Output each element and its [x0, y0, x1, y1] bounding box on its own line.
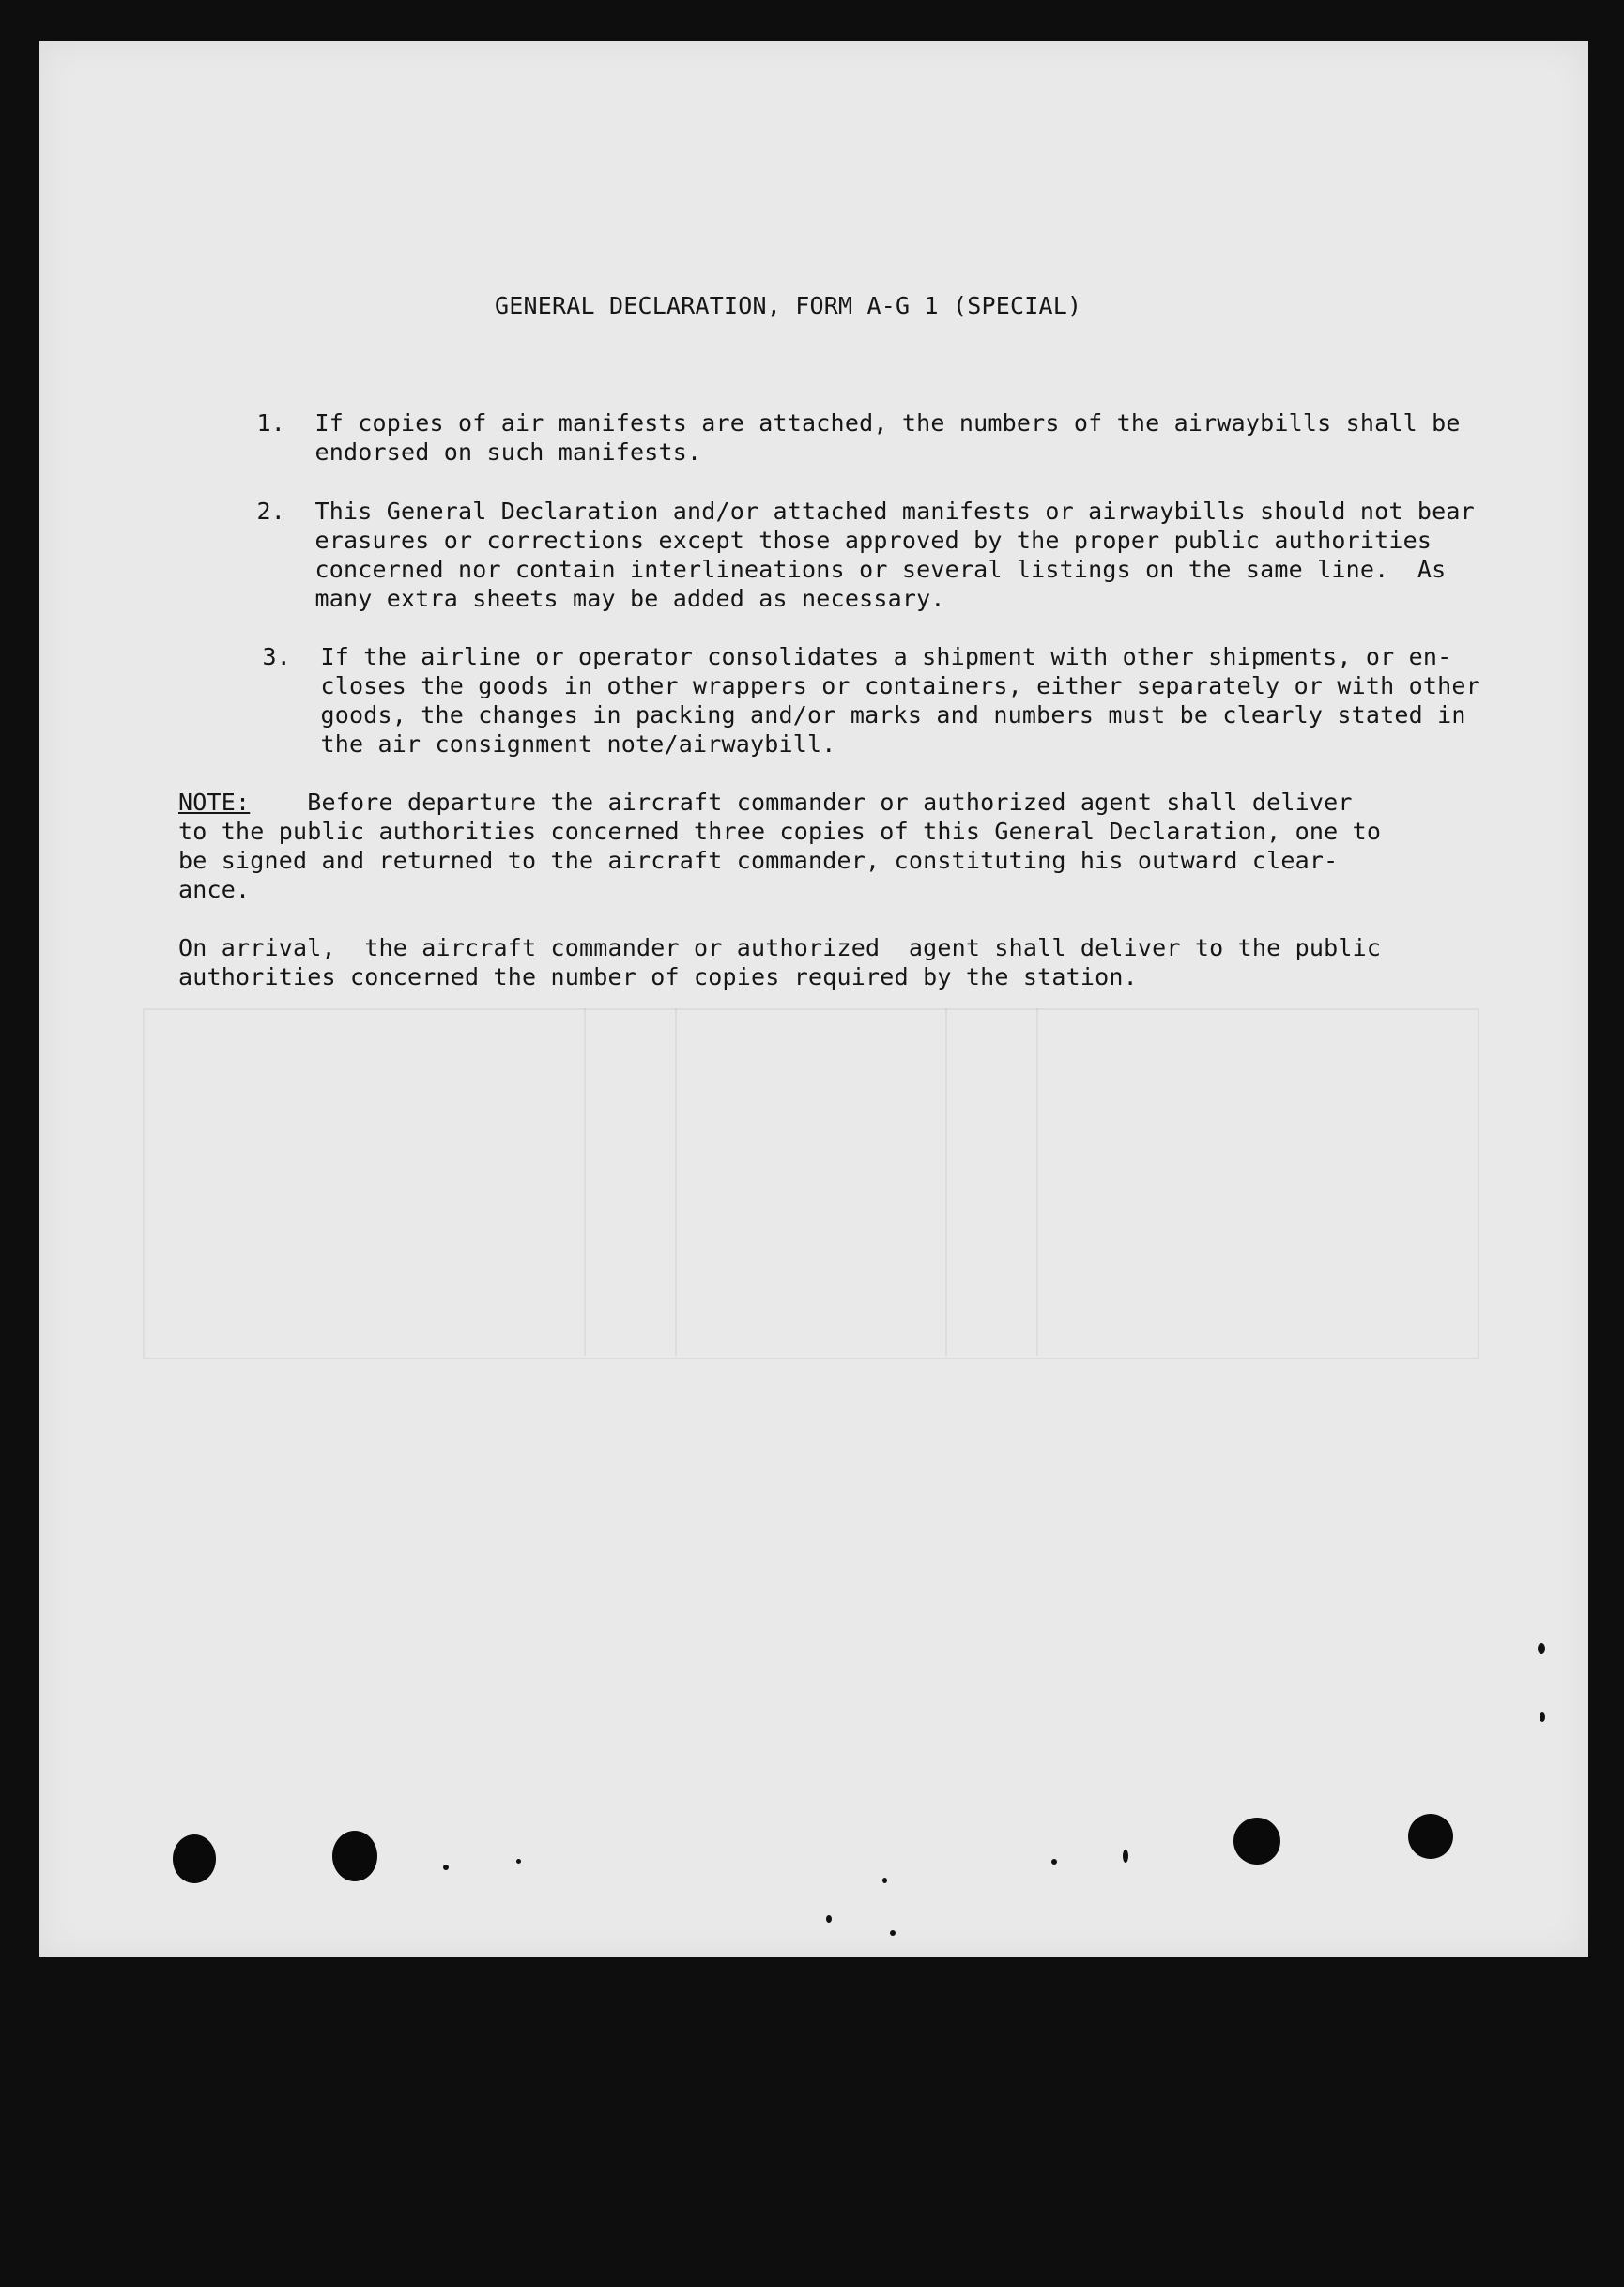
speck: [443, 1865, 449, 1870]
speck: [516, 1859, 521, 1864]
item-text: [321, 642, 1480, 759]
speck: [890, 1930, 896, 1936]
speck: [1540, 1712, 1545, 1722]
item-line: concerned nor contain interlineations or several listings on the same line. As: [314, 556, 1447, 583]
item-line: endorsed on such manifests.: [314, 438, 702, 466]
item-line: the air consignment note/airwaybill.: [320, 730, 836, 758]
note-line: ance.: [178, 876, 251, 903]
show-through-table: [143, 1008, 1479, 1359]
note-line: Before departure the aircraft commander or authorized agent shall deliver: [250, 789, 1353, 816]
arrival-line: authorities concerned the number of copies required by the station.: [178, 963, 1138, 990]
punch-hole: [1233, 1818, 1280, 1865]
show-through-column: [584, 1008, 677, 1356]
speck: [1538, 1643, 1545, 1654]
punch-hole: [1408, 1814, 1453, 1859]
note-label: NOTE:: [178, 789, 251, 816]
item-line: If copies of air manifests are attached, the numbers of the airwaybills shall be: [314, 409, 1461, 437]
form-title: GENERAL DECLARATION, FORM A-G 1 (SPECIAL): [495, 292, 1082, 319]
item-line: goods, the changes in packing and/or marks and numbers must be clearly stated in: [320, 701, 1466, 729]
speck: [882, 1878, 887, 1883]
speck: [826, 1915, 832, 1923]
item-number: 3.: [262, 643, 292, 670]
note-line: be signed and returned to the aircraft commander, constituting his outward clear-: [178, 847, 1339, 874]
arrival-paragraph: [178, 933, 1381, 991]
punch-hole: [173, 1834, 216, 1883]
document-page: [39, 41, 1588, 1957]
item-line: erasures or corrections except those approved by the proper public authorities: [314, 527, 1432, 554]
item-text: [315, 497, 1475, 613]
note-line: to the public authorities concerned three copies of this General Declaration, one to: [178, 818, 1382, 845]
item-text: [315, 408, 1461, 467]
item-line: This General Declaration and/or attached manifests or airwaybills should not bear: [314, 498, 1475, 525]
speck: [1123, 1850, 1128, 1863]
punch-hole: [332, 1831, 377, 1881]
item-line: many extra sheets may be added as necessary.: [314, 585, 945, 612]
item-number: 2.: [256, 498, 286, 525]
instruction-item-3: [176, 613, 1480, 788]
arrival-line: On arrival, the aircraft commander or authorized agent shall deliver to the public: [178, 934, 1382, 961]
note-paragraph: [178, 788, 1381, 904]
item-number: 1.: [256, 409, 286, 437]
item-line: closes the goods in other wrappers or containers, either separately or with other: [320, 672, 1480, 699]
speck: [1051, 1859, 1057, 1865]
item-line: If the airline or operator consolidates a shipment with other shipments, or en-: [320, 643, 1452, 670]
show-through-column: [945, 1008, 1038, 1356]
